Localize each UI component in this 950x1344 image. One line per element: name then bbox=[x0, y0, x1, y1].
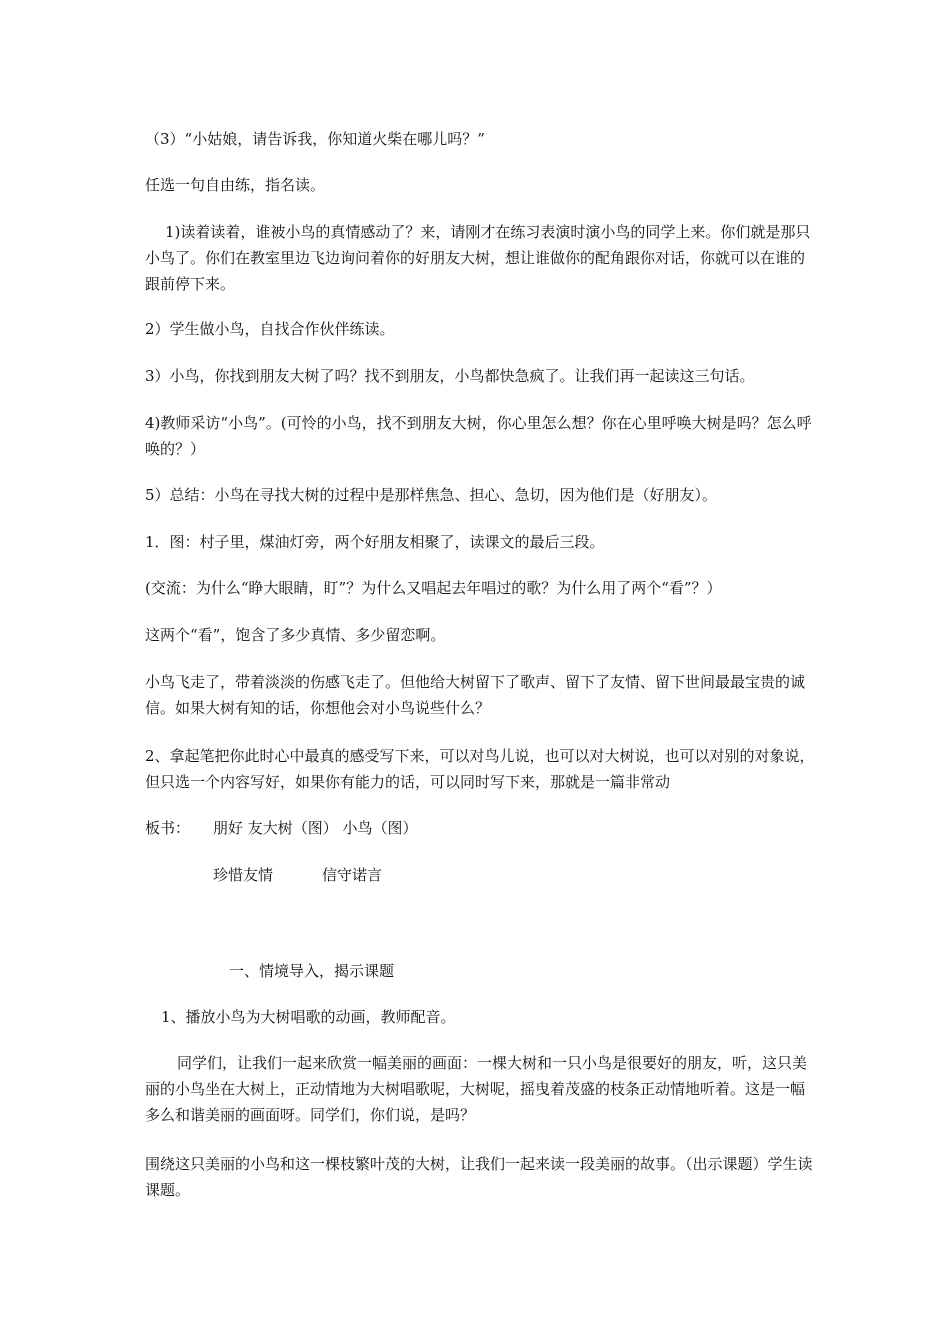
board-line-1: 朋好 友大树（图） 小鸟（图） bbox=[213, 819, 418, 837]
paragraph-classmates: 同学们，让我们一起来欣赏一幅美丽的画面：一棵大树和一只小鸟是很要好的朋友，听，这只美丽的小鸟坐在大树上，正动情地为大树唱歌呢，大树呢，摇曳着茂盛的枝条正动情地听着。这是一幅多么和谐美丽的画面呀。同学们，你们说，是吗？ bbox=[145, 1054, 808, 1124]
paragraph-writing-task: 2、拿起笔把你此时心中最真的感受写下来，可以对鸟儿说，也可以对大树说，也可以对别的对象说，但只选一个内容写好，如果你有能力的话，可以同时写下来，那就是一篇非常动 bbox=[145, 747, 815, 791]
paragraph-bird-flew-away: 小鸟飞走了，带着淡淡的伤感飞走了。但他给大树留下了歌声、留下了友情、留下世间最最宝贵的诚信。如果大树有知的话，你想他会对小鸟说些什么？ bbox=[145, 673, 806, 717]
board-cherish-friendship: 珍惜友情 bbox=[213, 866, 274, 884]
paragraph-step-5: 5）总结：小鸟在寻找大树的过程中是那样焦急、担心、急切，因为他们是（好朋友）。 bbox=[145, 486, 718, 504]
paragraph-two-looks: 这两个“看”，饱含了多少真情、多少留恋啊。 bbox=[145, 626, 446, 644]
paragraph-step-1: 1)读着读着，谁被小鸟的真情感动了？来，请刚才在练习表演时演小鸟的同学上来。你们就是那只小鸟了。你们在教室里边飞边询问着你的好朋友大树，想让谁做你的配角跟你对话，你就可以在谁的跟前停下来。 bbox=[145, 223, 811, 293]
paragraph-step-2: 2）学生做小鸟，自找合作伙伴练读。 bbox=[145, 320, 395, 338]
section-heading: 一、情境导入，揭示课题 bbox=[229, 962, 395, 980]
paragraph-exchange: (交流：为什么“睁大眼睛，盯”？为什么又唱起去年唱过的歌？为什么用了两个“看”？） bbox=[145, 579, 722, 597]
paragraph-animation: 1、播放小鸟为大树唱歌的动画，教师配音。 bbox=[161, 1008, 456, 1026]
board-label: 板书： bbox=[145, 819, 191, 837]
paragraph-free-practice: 任选一句自由练，指名读。 bbox=[145, 176, 326, 194]
paragraph-step-4: 4)教师采访“小鸟”。(可怜的小鸟，找不到朋友大树，你心里怎么想？你在心里呼唤大树是吗？怎么呼唤的？） bbox=[145, 414, 812, 458]
paragraph-quote-3: （3）“小姑娘，请告诉我，你知道火柴在哪儿吗？” bbox=[145, 130, 485, 148]
paragraph-picture: 1．图：村子里，煤油灯旁，两个好朋友相聚了，读课文的最后三段。 bbox=[145, 533, 605, 551]
paragraph-story-intro: 围绕这只美丽的小鸟和这一棵枝繁叶茂的大树，让我们一起来读一段美丽的故事。（出示课题）学生读课题。 bbox=[145, 1155, 813, 1199]
board-keep-promise: 信守诺言 bbox=[322, 866, 383, 884]
paragraph-step-3: 3）小鸟，你找到朋友大树了吗？找不到朋友，小鸟都快急疯了。让我们再一起读这三句话。 bbox=[145, 367, 755, 385]
